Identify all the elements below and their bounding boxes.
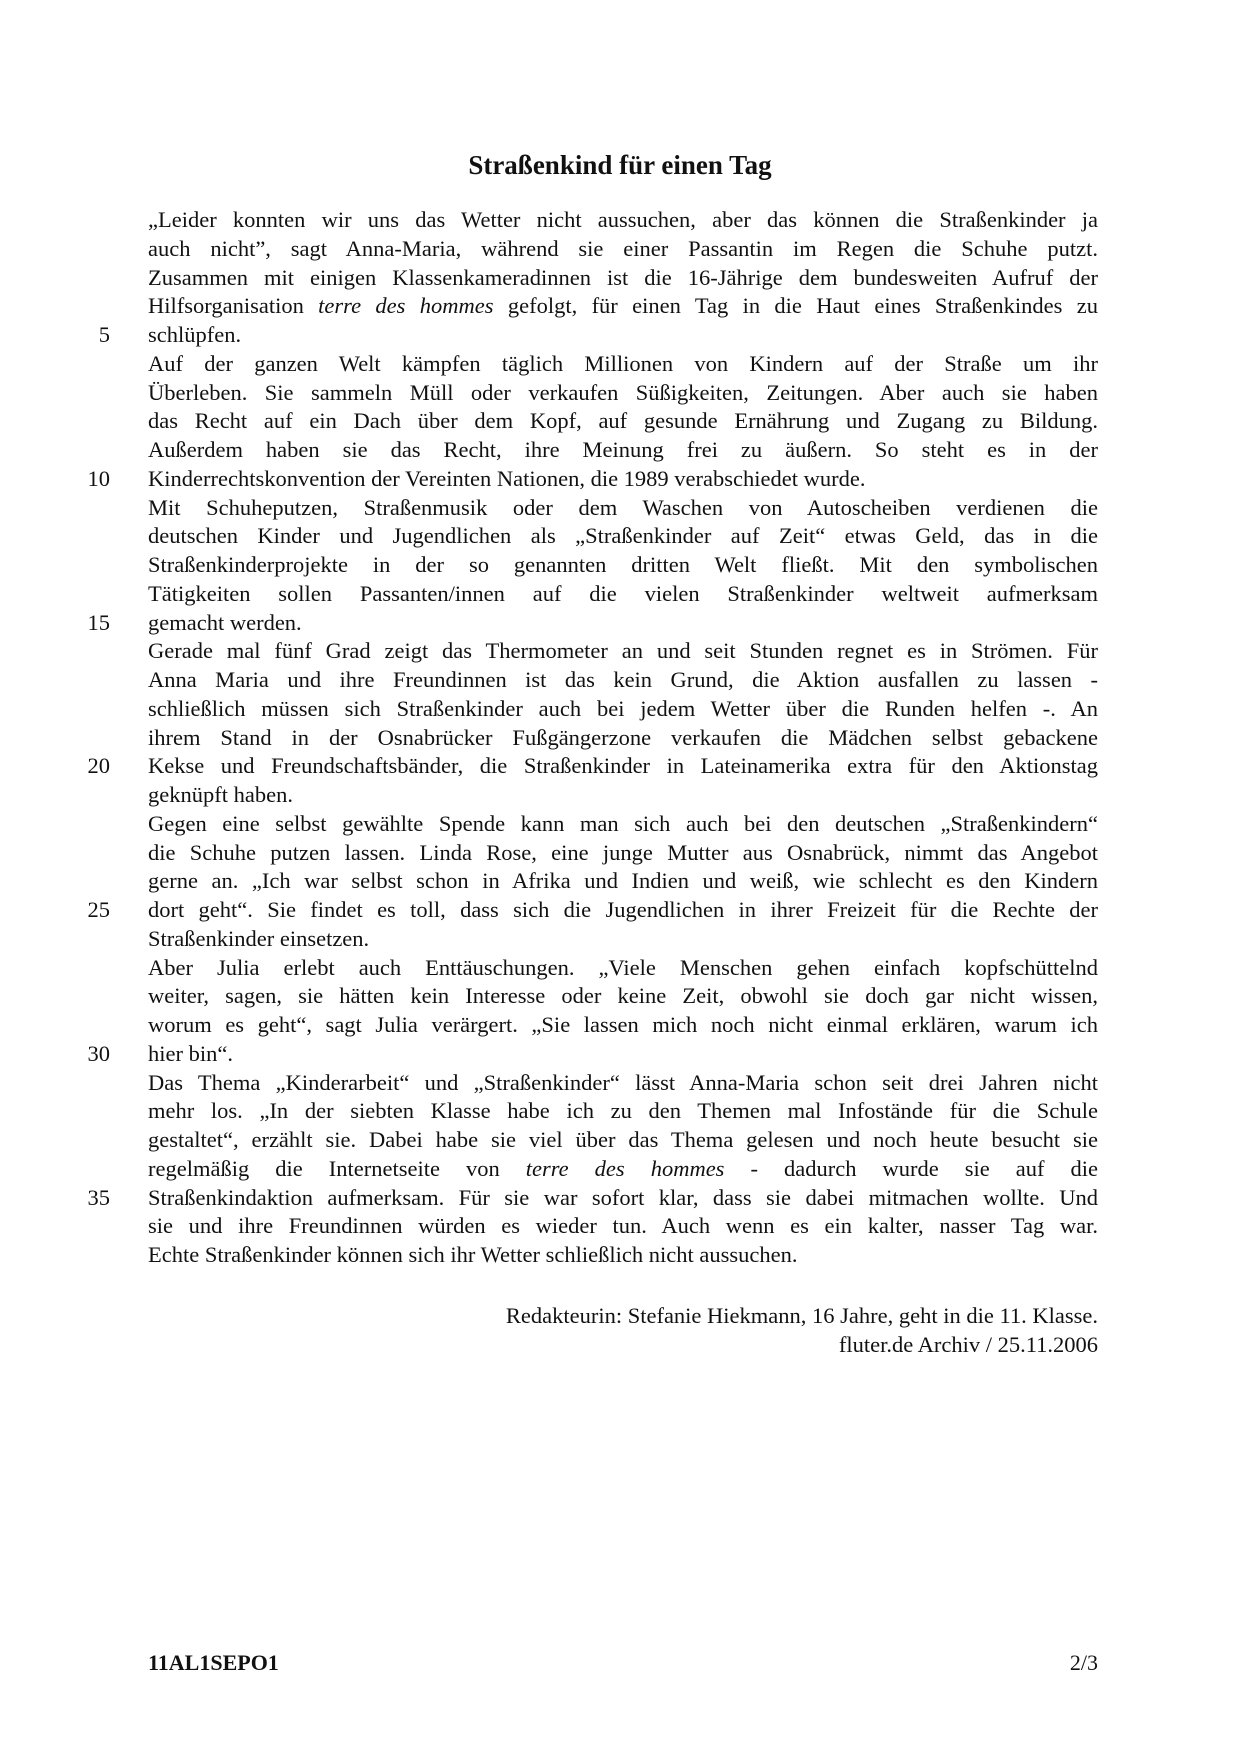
line-text: Überleben. Sie sammeln Müll oder verkaufen Süßigkeiten, Zeitungen. Aber auch sie haben xyxy=(148,379,1098,405)
text-line xyxy=(148,551,1098,580)
credits xyxy=(506,1302,1098,1360)
source-credit: fluter.de Archiv / 25.11.2006 xyxy=(838,1331,1098,1357)
text-line xyxy=(148,666,1098,695)
text-line xyxy=(148,436,1098,465)
text-line xyxy=(148,264,1098,293)
text-line xyxy=(148,839,1098,868)
line-text: schlüpfen. xyxy=(148,322,242,347)
text-line xyxy=(148,867,1098,896)
line-text: Echte Straßenkinder können sich ihr Wetter schließlich nicht aussuchen. xyxy=(148,1242,798,1267)
text-line xyxy=(148,982,1098,1011)
line-text: Kinderrechtskonvention der Vereinten Nationen, die 1989 verabschiedet wurde. xyxy=(148,465,866,491)
line-text: Das Thema „Kinderarbeit“ und „Straßenkinder“ lässt Anna-Maria schon seit drei Jahren nicht xyxy=(148,1069,1098,1095)
line-number: 10 xyxy=(87,465,110,491)
line-text: Außerdem haben sie das Recht, ihre Meinung frei zu äußern. So steht es in der xyxy=(148,437,1098,462)
line-text: Zusammen mit einigen Klassenkameradinnen ist die 16-Jährige dem bundesweiten Aufruf der xyxy=(148,264,1098,290)
line-text: regelmäßig die Internetseite von terre des hommes - dadurch wurde sie auf die xyxy=(148,1155,1098,1181)
text-line xyxy=(148,292,1098,321)
text-line xyxy=(148,781,1098,810)
line-text: worum es geht“, sagt Julia verärgert. „Sie lassen mich noch nicht einmal erklären, warum ich xyxy=(148,1012,1098,1037)
text-line xyxy=(148,494,1098,523)
footer-document-code: 11AL1SEPO1 xyxy=(148,1650,279,1675)
text-line xyxy=(148,1069,1098,1098)
text-line xyxy=(87,465,1098,494)
line-text: Tätigkeiten sollen Passanten/innen auf die vielen Straßenkinder weltweit aufmerksam xyxy=(148,580,1098,606)
text-line xyxy=(148,637,1098,666)
line-text: Hilfsorganisation terre des hommes gefolgt, für einen Tag in die Haut eines Straßenkindes zu xyxy=(148,293,1098,319)
line-text: Mit Schuheputzen, Straßenmusik oder dem Waschen von Autoscheiben verdienen die xyxy=(148,494,1098,520)
line-text: Gerade mal fünf Grad zeigt das Thermometer an und seit Stunden regnet es in Strömen. Für xyxy=(148,638,1098,664)
author-credit: Redakteurin: Stefanie Hiekmann, 16 Jahre, geht in die 11. Klasse. xyxy=(505,1303,1098,1328)
text-line xyxy=(87,609,1098,638)
line-text: deutschen Kinder und Jugendlichen als „Straßenkinder auf Zeit“ etwas Geld, das in die xyxy=(148,523,1098,549)
line-number: 35 xyxy=(87,1184,110,1210)
article-body xyxy=(87,206,1098,1270)
text-line xyxy=(148,954,1098,983)
text-line xyxy=(148,580,1098,609)
line-text: Kekse und Freundschaftsbänder, die Straßenkinder in Lateinamerika extra für den Aktionstag xyxy=(148,753,1098,779)
text-line xyxy=(148,407,1098,436)
text-line xyxy=(148,206,1098,235)
text-line xyxy=(148,810,1098,839)
line-text: das Recht auf ein Dach über dem Kopf, auf gesunde Ernährung und Zugang zu Bildung. xyxy=(148,408,1098,434)
line-text: mehr los. „In der siebten Klasse habe ich zu den Themen mal Infostände für die Schule xyxy=(148,1098,1098,1124)
page-title: Straßenkind für einen Tag xyxy=(468,150,772,180)
line-text: gemacht werden. xyxy=(148,609,302,635)
text-line xyxy=(87,752,1098,781)
line-text: schließlich müssen sich Straßenkinder auch bei jedem Wetter über die Runden helfen -. An xyxy=(148,695,1098,721)
line-text: ihrem Stand in der Osnabrücker Fußgängerzone verkaufen die Mädchen selbst gebackene xyxy=(148,724,1098,750)
line-text: weiter, sagen, sie hätten kein Interesse oder keine Zeit, obwohl sie doch gar nicht wissen, xyxy=(148,983,1098,1009)
line-text: Aber Julia erlebt auch Enttäuschungen. „Viele Menschen gehen einfach kopfschüttelnd xyxy=(148,954,1098,980)
text-line xyxy=(148,1241,1098,1270)
line-text: auch nicht”, sagt Anna-Maria, während sie einer Passantin im Regen die Schuhe putzt. xyxy=(148,235,1098,261)
line-text: geknüpft haben. xyxy=(148,782,293,807)
line-number: 30 xyxy=(87,1040,110,1066)
text-line xyxy=(148,695,1098,724)
text-line xyxy=(87,1040,1098,1069)
footer-page-number: 2/3 xyxy=(1069,1650,1098,1675)
line-text: die Schuhe putzen lassen. Linda Rose, eine junge Mutter aus Osnabrück, nimmt das Angebot xyxy=(148,839,1098,865)
text-line xyxy=(148,925,1098,954)
line-text: „Leider konnten wir uns das Wetter nicht aussuchen, aber das können die Straßenkinder ja xyxy=(148,207,1098,232)
text-line xyxy=(148,522,1098,551)
line-number: 15 xyxy=(87,609,110,635)
line-text: dort geht“. Sie findet es toll, dass sich die Jugendlichen in ihrer Freizeit für die Rechte der xyxy=(148,897,1098,922)
line-text: gestaltet“, erzählt sie. Dabei habe sie viel über das Thema gelesen und noch heute besucht sie xyxy=(148,1127,1098,1152)
line-text: gerne an. „Ich war selbst schon in Afrika und Indien und weiß, wie schlecht es den Kindern xyxy=(148,868,1098,894)
text-line xyxy=(148,1126,1098,1155)
text-line xyxy=(87,896,1098,925)
text-line xyxy=(148,1212,1098,1241)
line-number: 5 xyxy=(98,322,110,347)
line-text: Straßenkindaktion aufmerksam. Für sie war sofort klar, dass sie dabei mitmachen wollte. Und xyxy=(148,1184,1098,1210)
line-text: Straßenkinderprojekte in der so genannten dritten Welt fließt. Mit den symbolischen xyxy=(148,552,1098,577)
line-number: 25 xyxy=(87,897,110,922)
line-text: sie und ihre Freundinnen würden es wieder tun. Auch wenn es ein kalter, nasser Tag war. xyxy=(148,1213,1098,1239)
text-line xyxy=(148,724,1098,753)
line-text: Gegen eine selbst gewählte Spende kann man sich auch bei den deutschen „Straßenkindern“ xyxy=(148,810,1098,836)
line-text: Anna Maria und ihre Freundinnen ist das kein Grund, die Aktion ausfallen zu lassen - xyxy=(148,667,1098,692)
line-text: hier bin“. xyxy=(148,1040,233,1066)
text-line xyxy=(148,1155,1098,1184)
text-line xyxy=(98,321,1098,350)
line-text: Straßenkinder einsetzen. xyxy=(148,925,370,951)
text-line xyxy=(148,379,1098,408)
text-line xyxy=(148,1097,1098,1126)
text-line xyxy=(148,350,1098,379)
line-text: Auf der ganzen Welt kämpfen täglich Millionen von Kindern auf der Straße um ihr xyxy=(148,350,1098,376)
text-line xyxy=(87,1184,1098,1213)
text-line xyxy=(148,1011,1098,1040)
text-line xyxy=(148,235,1098,264)
line-number: 20 xyxy=(87,753,110,779)
